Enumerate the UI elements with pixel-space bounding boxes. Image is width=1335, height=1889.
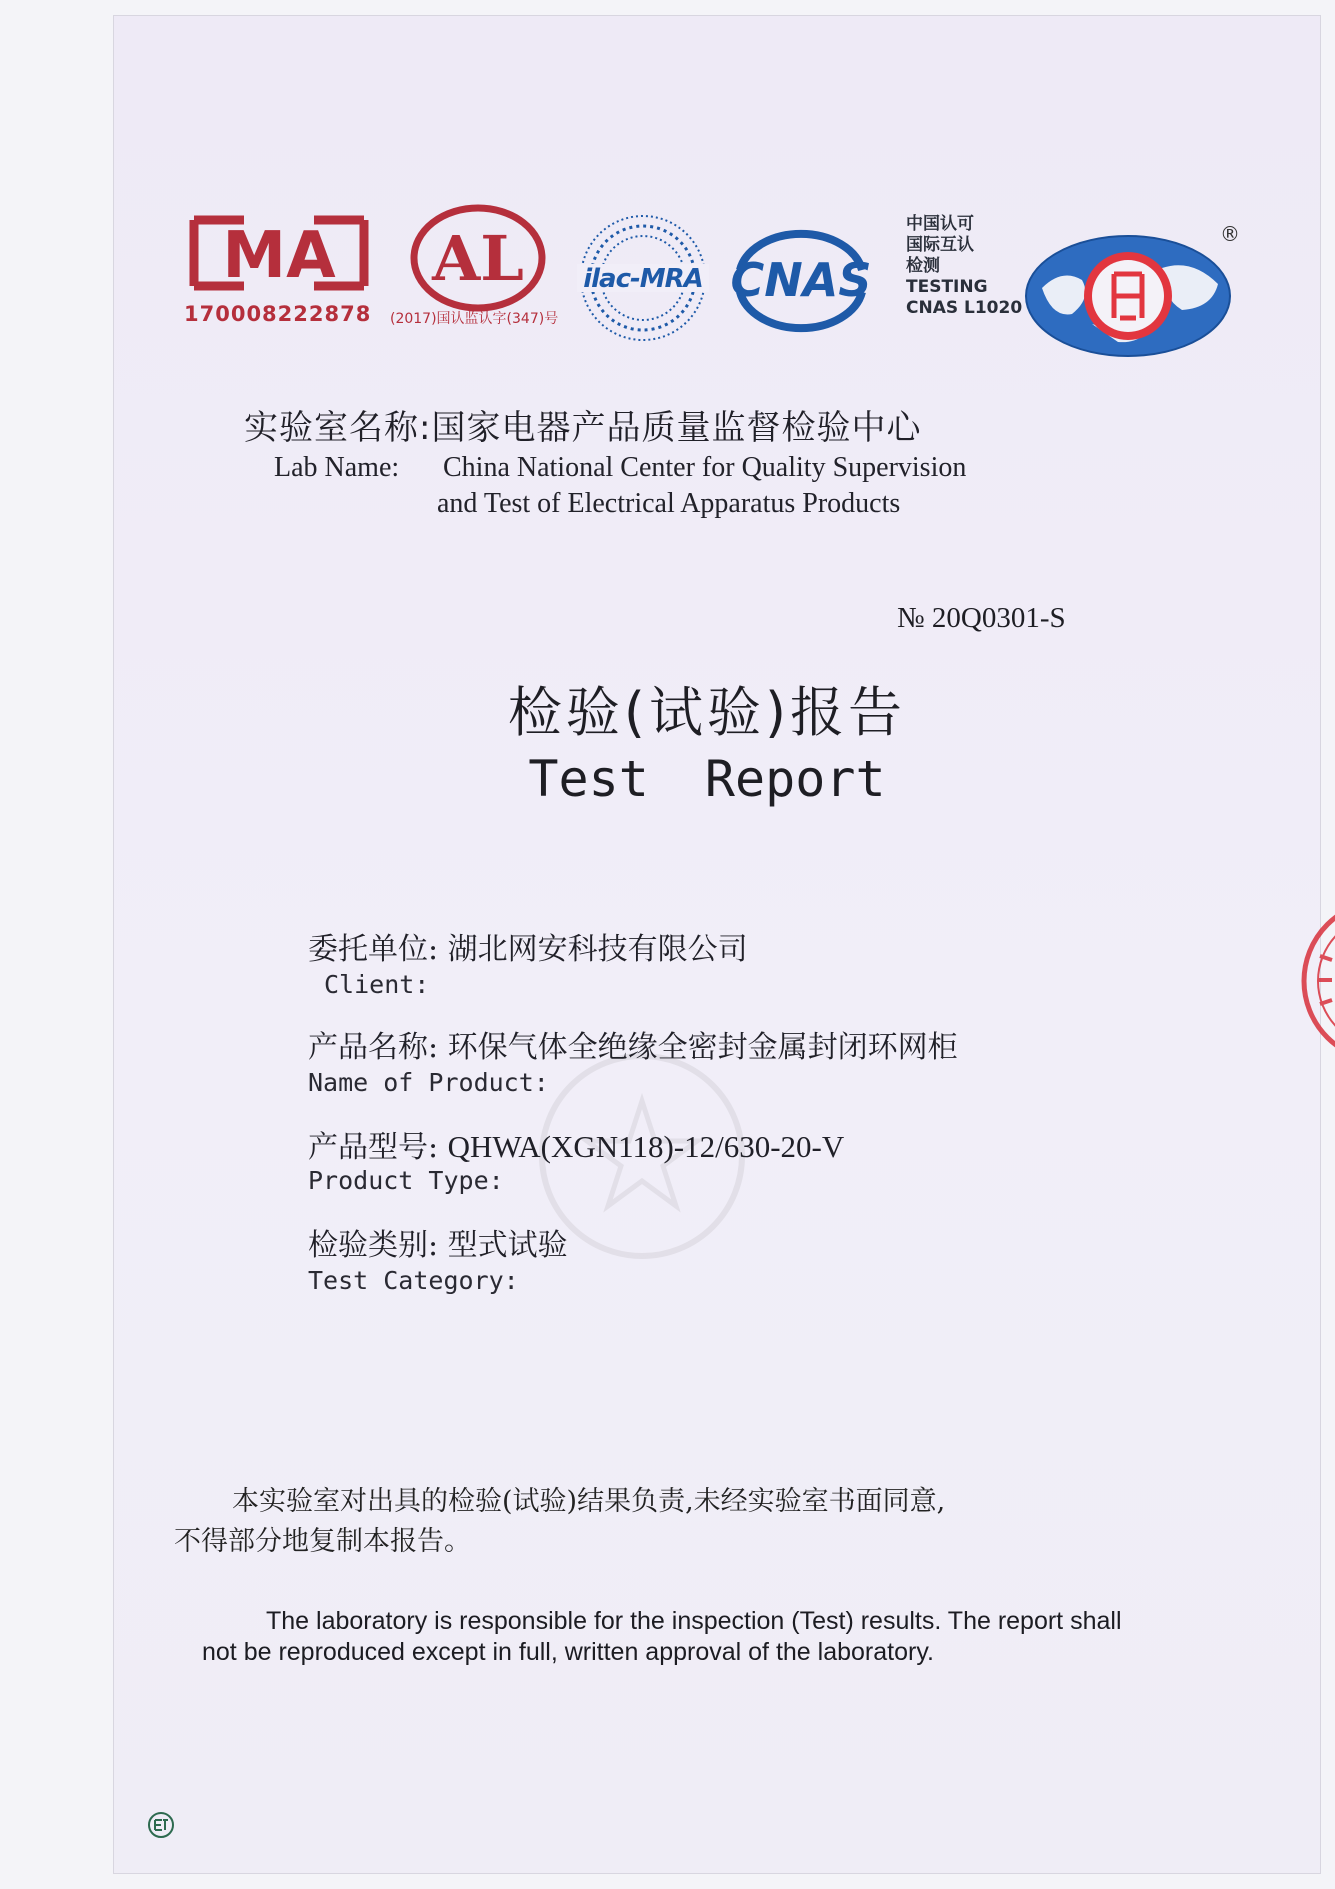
lab-name-en-label: Lab Name: [274, 452, 400, 483]
disclaimer-cn-line1: 本实验室对出具的检验(试验)结果负责,未经实验室书面同意, [232, 1486, 946, 1517]
test-category-value: 型式试验 [447, 1228, 568, 1263]
product-name-label-cn: 产品名称: [308, 1030, 439, 1065]
svg-text:AL: AL [432, 222, 524, 295]
registered-mark: ® [1220, 222, 1240, 246]
svg-text:CNAS: CNAS [730, 253, 872, 307]
cma-logo [184, 212, 374, 294]
product-name-row [308, 1022, 958, 1066]
disclaimer-en-line2: not be reproduced except in full, written approval of the laboratory. [202, 1638, 934, 1666]
test-category-label-cn: 检验类别: [308, 1228, 439, 1263]
lab-name-cn: 国家电器产品质量监督检验中心 [431, 408, 922, 448]
cal-number: (2017)国认监认字(347)号 [390, 311, 559, 327]
product-name-label-en: Name of Product: [308, 1068, 549, 1097]
client-value: 湖北网安科技有限公司 [447, 932, 748, 967]
cnas-side-line: CNAS L1020 [906, 298, 1023, 318]
document-page [114, 16, 1320, 1873]
product-type-row [308, 1122, 844, 1166]
product-type-label-en: Product Type: [308, 1166, 504, 1195]
disclaimer-cn-line2: 不得部分地复制本报告。 [174, 1526, 471, 1557]
report-title-en: Test Report [528, 750, 886, 808]
client-label-en: Client: [324, 970, 430, 999]
cnas-side-line: 国际互认 [906, 235, 974, 255]
cal-logo [408, 202, 548, 314]
ilac-mra-logo [577, 212, 709, 344]
lab-name-cn-label: 实验室名称: [244, 408, 432, 448]
test-category-label-en: Test Category: [308, 1266, 519, 1295]
lab-name-en-line1: China National Center for Quality Supervision [443, 452, 967, 483]
globe-seal-logo [1022, 228, 1234, 360]
print-mark-icon [146, 1810, 176, 1844]
partial-red-seal-stamp [1292, 896, 1335, 1070]
report-number: № 20Q0301-S [897, 602, 1066, 634]
cnas-side-line: TESTING [906, 277, 988, 297]
svg-text:ilac-MRA: ilac-MRA [583, 264, 703, 294]
disclaimer-en-line1: The laboratory is responsible for the inspection (Test) results. The report shall [266, 1607, 1122, 1635]
product-name-value: 环保气体全绝缘全密封金属封闭环网柜 [447, 1030, 958, 1065]
cnas-side-line: 检测 [906, 256, 940, 276]
test-category-row [308, 1220, 568, 1264]
client-label-cn: 委托单位: [308, 932, 439, 967]
disclaimer-en [202, 1606, 1122, 1668]
cnas-accreditation-text [906, 214, 1022, 319]
cnas-logo [726, 222, 876, 338]
product-type-label-cn: 产品型号: [308, 1130, 439, 1165]
product-type-value: QHWA(XGN118)-12/630-20-V [447, 1129, 845, 1164]
lab-name-en-line2: and Test of Electrical Apparatus Products [437, 488, 901, 519]
client-row [308, 924, 748, 968]
cma-number: 170008222878 [184, 302, 372, 326]
disclaimer-cn [174, 1482, 945, 1562]
svg-text:MA: MA [222, 219, 336, 293]
cnas-side-line: 中国认可 [906, 214, 974, 234]
report-title-cn: 检验(试验)报告 [507, 681, 907, 744]
lab-name-cn-row [244, 400, 921, 449]
